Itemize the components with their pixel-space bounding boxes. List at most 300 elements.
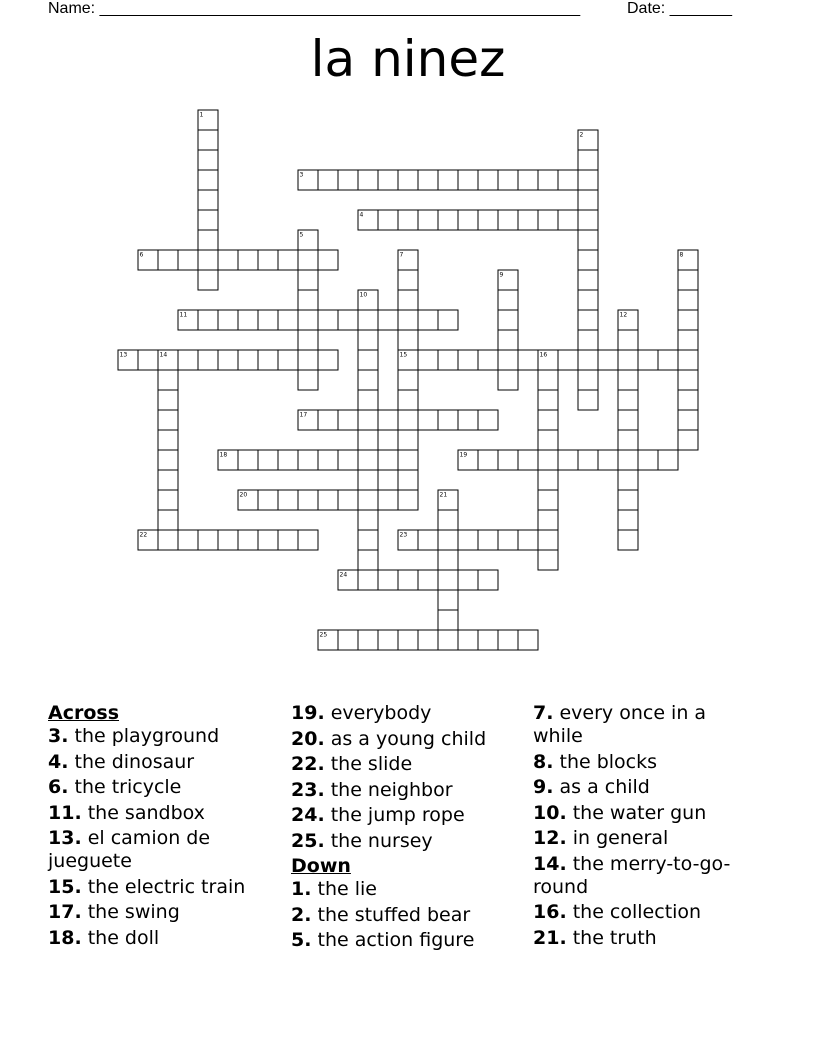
grid-cell[interactable] — [678, 330, 698, 350]
grid-cell[interactable] — [518, 450, 538, 470]
grid-cell[interactable] — [678, 350, 698, 370]
grid-cell[interactable] — [398, 210, 418, 230]
grid-cell[interactable] — [478, 530, 498, 550]
grid-cell[interactable] — [158, 530, 178, 550]
grid-cell[interactable] — [338, 490, 358, 510]
grid-cell[interactable] — [298, 330, 318, 350]
clue-item — [533, 751, 733, 774]
grid-cell[interactable] — [538, 410, 558, 430]
clue-number-14: 14 — [159, 351, 168, 359]
clue-item — [48, 751, 278, 774]
grid-cell[interactable] — [538, 370, 558, 390]
grid-cell[interactable] — [538, 530, 558, 550]
grid-cell[interactable] — [378, 630, 398, 650]
grid-cell[interactable] — [478, 450, 498, 470]
grid-cell[interactable] — [318, 450, 338, 470]
grid-cell[interactable] — [338, 170, 358, 190]
grid-cell[interactable] — [398, 390, 418, 410]
grid-cell[interactable] — [498, 170, 518, 190]
clue-column-3 — [533, 702, 733, 952]
clue-item — [291, 728, 521, 751]
grid-cell[interactable] — [378, 310, 398, 330]
clue-text: the neighbor — [324, 778, 453, 801]
grid-cell[interactable] — [198, 250, 218, 270]
clue-text: the dinosaur — [68, 750, 195, 773]
grid-cell[interactable] — [418, 310, 438, 330]
grid-cell[interactable] — [158, 370, 178, 390]
clue-text: the sandbox — [81, 801, 205, 824]
grid-cell[interactable] — [418, 170, 438, 190]
grid-cell[interactable] — [598, 350, 618, 370]
grid-cell[interactable] — [298, 350, 318, 370]
clue-text: the jump rope — [324, 804, 465, 826]
clue-text: as a young child — [324, 727, 487, 750]
grid-cell[interactable] — [378, 410, 398, 430]
grid-cell[interactable] — [538, 490, 558, 510]
grid-cell[interactable] — [158, 390, 178, 410]
clue-number: 23. — [291, 778, 325, 801]
grid-cell[interactable] — [538, 170, 558, 190]
clue-number-13: 13 — [119, 351, 128, 359]
grid-cell[interactable] — [678, 410, 698, 430]
grid-cell[interactable] — [298, 310, 318, 330]
grid-cell[interactable] — [238, 530, 258, 550]
grid-cell[interactable] — [198, 190, 218, 210]
grid-cell[interactable] — [498, 210, 518, 230]
grid-cell[interactable] — [258, 250, 278, 270]
clue-number-8: 8 — [679, 251, 684, 259]
grid-cell[interactable] — [258, 310, 278, 330]
grid-cell[interactable] — [218, 310, 238, 330]
clue-number: 11. — [48, 801, 82, 824]
clue-number-19: 19 — [459, 451, 468, 459]
clue-number-10: 10 — [359, 291, 368, 299]
grid-cell[interactable] — [458, 630, 478, 650]
clue-number: 4. — [48, 750, 69, 773]
grid-cell[interactable] — [438, 410, 458, 430]
clue-text: the collection — [566, 901, 702, 923]
grid-cell[interactable] — [578, 210, 598, 230]
clue-text: the nursey — [324, 829, 433, 852]
clue-text: the lie — [311, 878, 377, 900]
grid-cell[interactable] — [198, 270, 218, 290]
grid-cell[interactable] — [558, 170, 578, 190]
clue-text: el camion de jueguete — [48, 827, 211, 872]
clue-number: 18. — [48, 926, 82, 949]
clue-item — [533, 853, 733, 899]
grid-cell[interactable] — [578, 230, 598, 250]
grid-cell[interactable] — [578, 150, 598, 170]
grid-cell[interactable] — [498, 310, 518, 330]
grid-cell[interactable] — [618, 470, 638, 490]
clue-column-1 — [48, 702, 278, 952]
grid-cell[interactable] — [458, 170, 478, 190]
grid-cell[interactable] — [578, 270, 598, 290]
grid-cell[interactable] — [458, 410, 478, 430]
grid-cell[interactable] — [258, 530, 278, 550]
grid-cell[interactable] — [318, 490, 338, 510]
grid-cell[interactable] — [298, 490, 318, 510]
grid-cell[interactable] — [658, 450, 678, 470]
grid-cell[interactable] — [538, 210, 558, 230]
clue-number: 19. — [291, 702, 325, 724]
grid-cell[interactable] — [378, 570, 398, 590]
clue-number: 3. — [48, 725, 69, 747]
grid-cell[interactable] — [358, 550, 378, 570]
grid-cell[interactable] — [458, 570, 478, 590]
grid-cell[interactable] — [298, 530, 318, 550]
grid-cell[interactable] — [198, 530, 218, 550]
clue-number: 16. — [533, 901, 567, 923]
grid-cell[interactable] — [398, 490, 418, 510]
grid-cell[interactable] — [398, 430, 418, 450]
grid-cell[interactable] — [418, 350, 438, 370]
grid-cell[interactable] — [478, 410, 498, 430]
grid-cell[interactable] — [458, 210, 478, 230]
clue-number-9: 9 — [499, 271, 504, 279]
clue-text: the playground — [68, 725, 220, 747]
grid-cell[interactable] — [438, 350, 458, 370]
clue-number-15: 15 — [399, 351, 408, 359]
grid-cell[interactable] — [238, 310, 258, 330]
clue-item — [48, 725, 278, 748]
grid-cell[interactable] — [658, 350, 678, 370]
clue-number-12: 12 — [619, 311, 628, 319]
grid-cell[interactable] — [158, 430, 178, 450]
grid-cell[interactable] — [498, 370, 518, 390]
grid-cell[interactable] — [618, 450, 638, 470]
grid-cell[interactable] — [518, 630, 538, 650]
grid-cell[interactable] — [558, 350, 578, 370]
clue-text: every once in a while — [533, 702, 707, 747]
grid-cell[interactable] — [478, 630, 498, 650]
grid-cell[interactable] — [398, 270, 418, 290]
clue-number-17: 17 — [299, 411, 308, 419]
grid-cell[interactable] — [458, 530, 478, 550]
grid-cell[interactable] — [258, 490, 278, 510]
clue-item — [48, 827, 278, 873]
grid-cell[interactable] — [378, 170, 398, 190]
grid-cell[interactable] — [338, 450, 358, 470]
grid-cell[interactable] — [178, 250, 198, 270]
clue-number-7: 7 — [399, 251, 404, 259]
grid-cell[interactable] — [358, 350, 378, 370]
clue-number-1: 1 — [199, 111, 204, 119]
clue-number: 8. — [533, 750, 554, 773]
grid-cell[interactable] — [358, 630, 378, 650]
grid-cell[interactable] — [278, 310, 298, 330]
clue-item — [291, 830, 521, 853]
grid-cell[interactable] — [298, 370, 318, 390]
grid-cell[interactable] — [398, 170, 418, 190]
grid-cell[interactable] — [418, 530, 438, 550]
grid-cell[interactable] — [518, 530, 538, 550]
grid-cell[interactable] — [578, 190, 598, 210]
grid-cell[interactable] — [538, 450, 558, 470]
grid-cell[interactable] — [418, 630, 438, 650]
clue-number: 20. — [291, 727, 325, 750]
clue-number-20: 20 — [239, 491, 248, 499]
grid-cell[interactable] — [318, 310, 338, 330]
grid-cell[interactable] — [398, 290, 418, 310]
grid-cell[interactable] — [298, 250, 318, 270]
grid-cell[interactable] — [498, 450, 518, 470]
grid-cell[interactable] — [538, 550, 558, 570]
grid-cell[interactable] — [438, 610, 458, 630]
grid-cell[interactable] — [298, 450, 318, 470]
clue-number-11: 11 — [179, 311, 188, 319]
grid-cell[interactable] — [198, 230, 218, 250]
grid-cell[interactable] — [218, 350, 238, 370]
grid-cell[interactable] — [358, 450, 378, 470]
grid-cell[interactable] — [618, 530, 638, 550]
grid-cell[interactable] — [558, 210, 578, 230]
grid-cell[interactable] — [498, 530, 518, 550]
grid-cell[interactable] — [678, 430, 698, 450]
grid-cell[interactable] — [238, 350, 258, 370]
clue-text: the swing — [81, 901, 180, 923]
clue-item — [48, 927, 278, 950]
clue-number-22: 22 — [139, 531, 148, 539]
grid-cell[interactable] — [558, 450, 578, 470]
grid-cell[interactable] — [218, 530, 238, 550]
clue-number-3: 3 — [299, 171, 304, 179]
grid-cell[interactable] — [478, 210, 498, 230]
grid-cell[interactable] — [538, 390, 558, 410]
grid-cell[interactable] — [198, 170, 218, 190]
grid-cell[interactable] — [158, 470, 178, 490]
grid-cell[interactable] — [678, 270, 698, 290]
clue-text: as a child — [553, 776, 650, 798]
clue-item — [291, 804, 521, 827]
clue-number: 12. — [533, 827, 567, 849]
grid-cell[interactable] — [298, 290, 318, 310]
grid-cell[interactable] — [498, 630, 518, 650]
clue-number: 5. — [291, 929, 312, 951]
clue-number-2: 2 — [579, 131, 584, 139]
grid-cell[interactable] — [198, 350, 218, 370]
grid-cell[interactable] — [438, 170, 458, 190]
grid-cell[interactable] — [438, 630, 458, 650]
grid-cell[interactable] — [278, 250, 298, 270]
grid-cell[interactable] — [398, 470, 418, 490]
grid-cell[interactable] — [358, 310, 378, 330]
clue-item — [48, 802, 278, 825]
grid-cell[interactable] — [318, 170, 338, 190]
clue-item — [48, 901, 278, 924]
grid-cell[interactable] — [618, 390, 638, 410]
grid-cell[interactable] — [678, 370, 698, 390]
grid-cell[interactable] — [618, 370, 638, 390]
grid-cell[interactable] — [578, 390, 598, 410]
grid-cell[interactable] — [398, 310, 418, 330]
grid-cell[interactable] — [258, 350, 278, 370]
grid-cell[interactable] — [618, 510, 638, 530]
grid-cell[interactable] — [178, 350, 198, 370]
grid-cell[interactable] — [478, 350, 498, 370]
grid-cell[interactable] — [638, 350, 658, 370]
clue-text: the electric train — [81, 875, 246, 898]
grid-cell[interactable] — [678, 310, 698, 330]
grid-cell[interactable] — [578, 370, 598, 390]
grid-cell[interactable] — [418, 210, 438, 230]
grid-cell[interactable] — [678, 290, 698, 310]
grid-cell[interactable] — [578, 350, 598, 370]
clue-item — [533, 702, 733, 748]
grid-cell[interactable] — [618, 410, 638, 430]
grid-cell[interactable] — [578, 250, 598, 270]
grid-cell[interactable] — [618, 350, 638, 370]
clue-number: 6. — [48, 776, 69, 798]
grid-cell[interactable] — [238, 450, 258, 470]
clue-text: the tricycle — [68, 776, 182, 798]
grid-cell[interactable] — [458, 350, 478, 370]
grid-cell[interactable] — [298, 270, 318, 290]
grid-cell[interactable] — [318, 350, 338, 370]
clue-item — [533, 776, 733, 799]
grid-cell[interactable] — [338, 310, 358, 330]
grid-cell[interactable] — [318, 410, 338, 430]
grid-cell[interactable] — [398, 330, 418, 350]
grid-cell[interactable] — [358, 370, 378, 390]
grid-cell[interactable] — [358, 390, 378, 410]
grid-cell[interactable] — [338, 630, 358, 650]
across-heading: Across — [48, 702, 120, 724]
grid-cell[interactable] — [418, 570, 438, 590]
grid-cell[interactable] — [158, 510, 178, 530]
grid-cell[interactable] — [178, 530, 198, 550]
grid-cell[interactable] — [158, 250, 178, 270]
grid-cell[interactable] — [498, 350, 518, 370]
clue-number-24: 24 — [339, 571, 348, 579]
clue-item — [291, 753, 521, 776]
grid-cell[interactable] — [218, 250, 238, 270]
clue-number-23: 23 — [399, 531, 408, 539]
grid-cell[interactable] — [358, 330, 378, 350]
grid-cell[interactable] — [278, 490, 298, 510]
clue-number: 1. — [291, 878, 312, 900]
clue-column-2 — [291, 702, 521, 955]
grid-cell[interactable] — [358, 470, 378, 490]
grid-cell[interactable] — [318, 250, 338, 270]
grid-cell[interactable] — [358, 430, 378, 450]
clue-number: 10. — [533, 801, 567, 824]
grid-cell[interactable] — [438, 550, 458, 570]
grid-cell[interactable] — [438, 570, 458, 590]
grid-cell[interactable] — [158, 410, 178, 430]
grid-cell[interactable] — [578, 310, 598, 330]
clue-item — [533, 827, 733, 850]
grid-cell[interactable] — [438, 530, 458, 550]
grid-cell[interactable] — [598, 450, 618, 470]
grid-cell[interactable] — [578, 290, 598, 310]
grid-cell[interactable] — [618, 430, 638, 450]
clue-number: 7. — [533, 702, 554, 724]
clue-number: 2. — [291, 903, 312, 926]
grid-cell[interactable] — [378, 450, 398, 470]
grid-cell[interactable] — [278, 450, 298, 470]
grid-cell[interactable] — [578, 450, 598, 470]
name-field-label: Name: ______________________________________________________ — [48, 0, 581, 17]
grid-cell[interactable] — [238, 250, 258, 270]
grid-cell[interactable] — [358, 570, 378, 590]
clue-number-18: 18 — [219, 451, 228, 459]
grid-cell[interactable] — [518, 350, 538, 370]
clue-item — [291, 702, 521, 725]
grid-cell[interactable] — [618, 330, 638, 350]
grid-cell[interactable] — [438, 510, 458, 530]
clue-text: the truth — [566, 926, 657, 949]
clue-item — [291, 878, 521, 901]
clue-text: the action figure — [311, 929, 475, 951]
grid-cell[interactable] — [158, 490, 178, 510]
grid-cell[interactable] — [518, 210, 538, 230]
grid-cell[interactable] — [198, 150, 218, 170]
grid-cell[interactable] — [618, 490, 638, 510]
grid-cell[interactable] — [538, 430, 558, 450]
grid-cell[interactable] — [418, 410, 438, 430]
grid-cell[interactable] — [358, 510, 378, 530]
page-title: la ninez — [310, 30, 506, 88]
grid-cell[interactable] — [498, 290, 518, 310]
grid-cell[interactable] — [438, 590, 458, 610]
grid-cell[interactable] — [518, 170, 538, 190]
grid-cell[interactable] — [358, 410, 378, 430]
grid-cell[interactable] — [358, 170, 378, 190]
clue-text: everybody — [324, 702, 432, 724]
clue-text: the merry-to-go-round — [533, 852, 731, 898]
grid-cell[interactable] — [358, 490, 378, 510]
clue-number: 15. — [48, 875, 82, 898]
grid-cell[interactable] — [198, 210, 218, 230]
clue-number: 22. — [291, 753, 325, 775]
grid-cell[interactable] — [498, 330, 518, 350]
grid-cell[interactable] — [578, 330, 598, 350]
clue-number: 9. — [533, 776, 554, 798]
grid-cell[interactable] — [278, 530, 298, 550]
grid-cell[interactable] — [198, 130, 218, 150]
grid-cell[interactable] — [138, 350, 158, 370]
grid-cell[interactable] — [478, 570, 498, 590]
clue-item — [533, 901, 733, 924]
grid-cell[interactable] — [278, 350, 298, 370]
grid-cell[interactable] — [398, 410, 418, 430]
clue-item — [533, 927, 733, 950]
grid-cell[interactable] — [158, 450, 178, 470]
grid-cell[interactable] — [258, 450, 278, 470]
grid-cell[interactable] — [338, 410, 358, 430]
grid-cell[interactable] — [578, 170, 598, 190]
grid-cell[interactable] — [438, 210, 458, 230]
grid-cell[interactable] — [538, 470, 558, 490]
grid-cell[interactable] — [398, 570, 418, 590]
grid-cell[interactable] — [378, 490, 398, 510]
grid-cell[interactable] — [638, 450, 658, 470]
grid-cell[interactable] — [478, 170, 498, 190]
grid-cell[interactable] — [398, 370, 418, 390]
grid-cell[interactable] — [378, 210, 398, 230]
clue-text: the stuffed bear — [311, 903, 471, 926]
grid-cell[interactable] — [358, 530, 378, 550]
grid-cell[interactable] — [398, 450, 418, 470]
grid-cell[interactable] — [538, 510, 558, 530]
grid-cell[interactable] — [198, 310, 218, 330]
grid-cell[interactable] — [438, 310, 458, 330]
grid-cell[interactable] — [678, 390, 698, 410]
clue-number: 25. — [291, 829, 325, 852]
clue-number: 24. — [291, 804, 325, 826]
grid-cell[interactable] — [398, 630, 418, 650]
